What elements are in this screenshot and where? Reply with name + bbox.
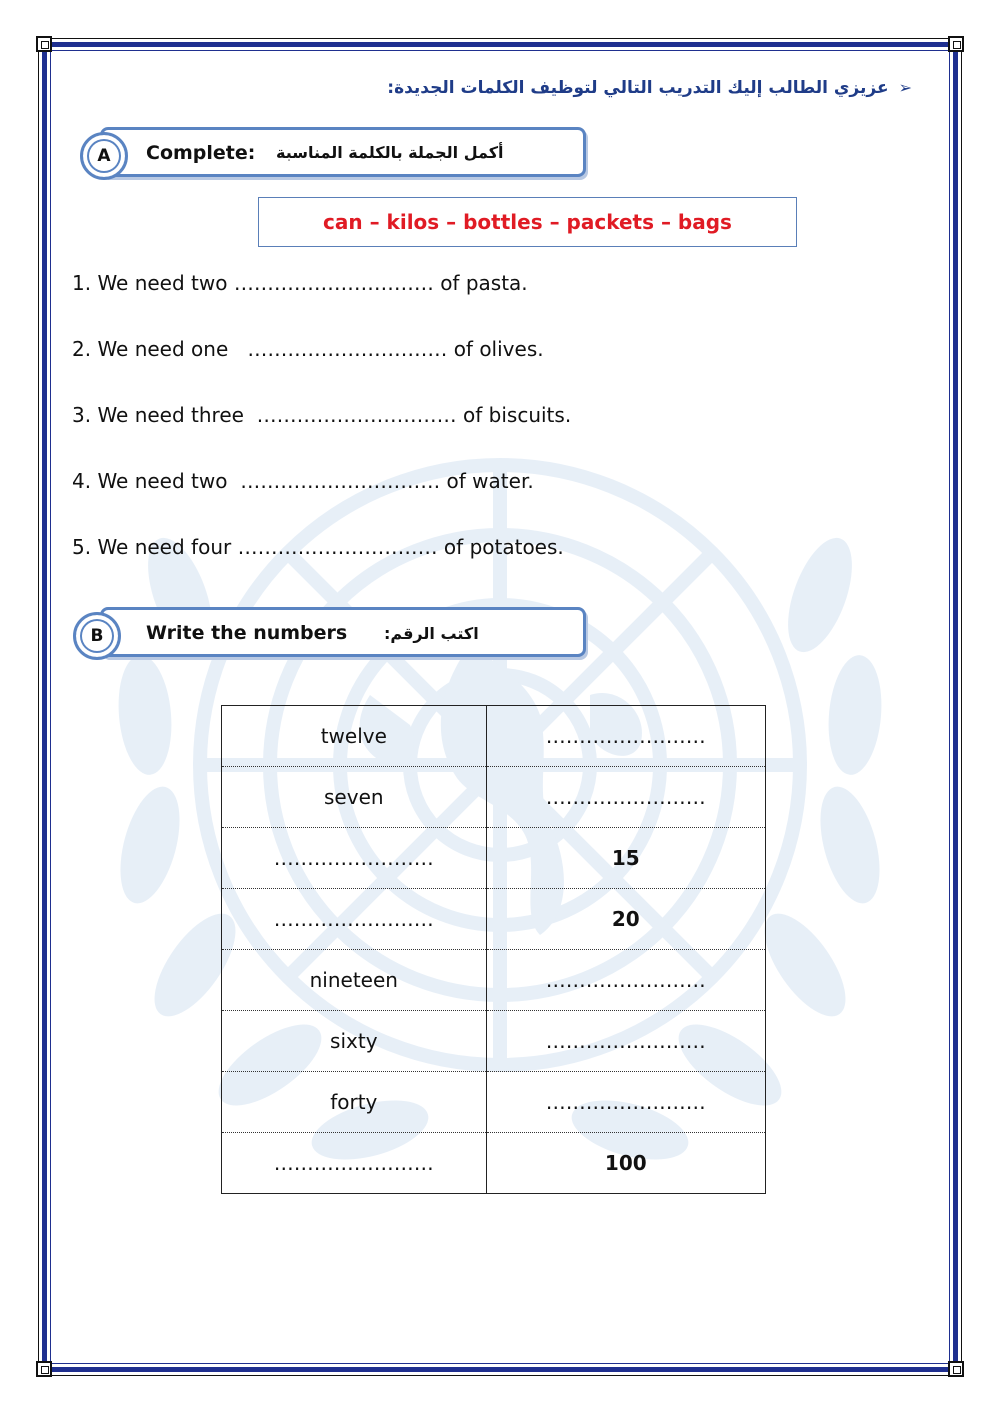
word-cell: forty [222,1072,487,1133]
word-cell: …………………… [222,889,487,950]
table-row [222,889,766,950]
table-row [222,767,766,828]
number-cell: …………………… [486,706,765,767]
word-cell: sixty [222,1011,487,1072]
table-row [222,706,766,767]
numbers-table [221,705,766,1194]
number-cell: …………………… [486,950,765,1011]
sentence-4: 4. We need two ………………………… of water. [72,469,534,493]
frame-corner-ornament [948,1361,964,1377]
table-row [222,1072,766,1133]
section-a-title: Complete: [146,142,256,164]
sentence-2: 2. We need one ………………………… of olives. [72,337,544,361]
arrow-bullet-icon: ➢ [898,78,912,97]
intro-text: عزيزي الطالب إليك التدريب التالي لتوظيف الكلمات الجديدة: [387,78,889,98]
word-bank: can – kilos – bottles – packets – bags [258,197,797,247]
number-cell: …………………… [486,1072,765,1133]
intro-instruction [387,78,912,98]
sentence-1: 1. We need two ………………………… of pasta. [72,271,528,295]
number-cell: 15 [486,828,765,889]
table-row [222,1133,766,1194]
number-cell: …………………… [486,1011,765,1072]
number-cell: …………………… [486,767,765,828]
table-row [222,1011,766,1072]
number-cell: 100 [486,1133,765,1194]
frame-corner-ornament [36,1361,52,1377]
word-cell: …………………… [222,1133,487,1194]
section-a-arabic-title: أكمل الجملة بالكلمة المناسبة [276,143,504,162]
word-cell: …………………… [222,828,487,889]
section-b-badge: B [73,612,121,660]
table-row [222,950,766,1011]
table-row [222,828,766,889]
number-cell: 20 [486,889,765,950]
sentence-3: 3. We need three ………………………… of biscuits. [72,403,572,427]
word-cell: seven [222,767,487,828]
section-a-badge: A [80,132,128,180]
word-cell: twelve [222,706,487,767]
section-b-arabic-title: اكتب الرقم: [384,624,479,643]
frame-corner-ornament [948,36,964,52]
sentence-5: 5. We need four ………………………… of potatoes. [72,535,564,559]
frame-corner-ornament [36,36,52,52]
word-cell: nineteen [222,950,487,1011]
section-b-title: Write the numbers [146,622,348,644]
